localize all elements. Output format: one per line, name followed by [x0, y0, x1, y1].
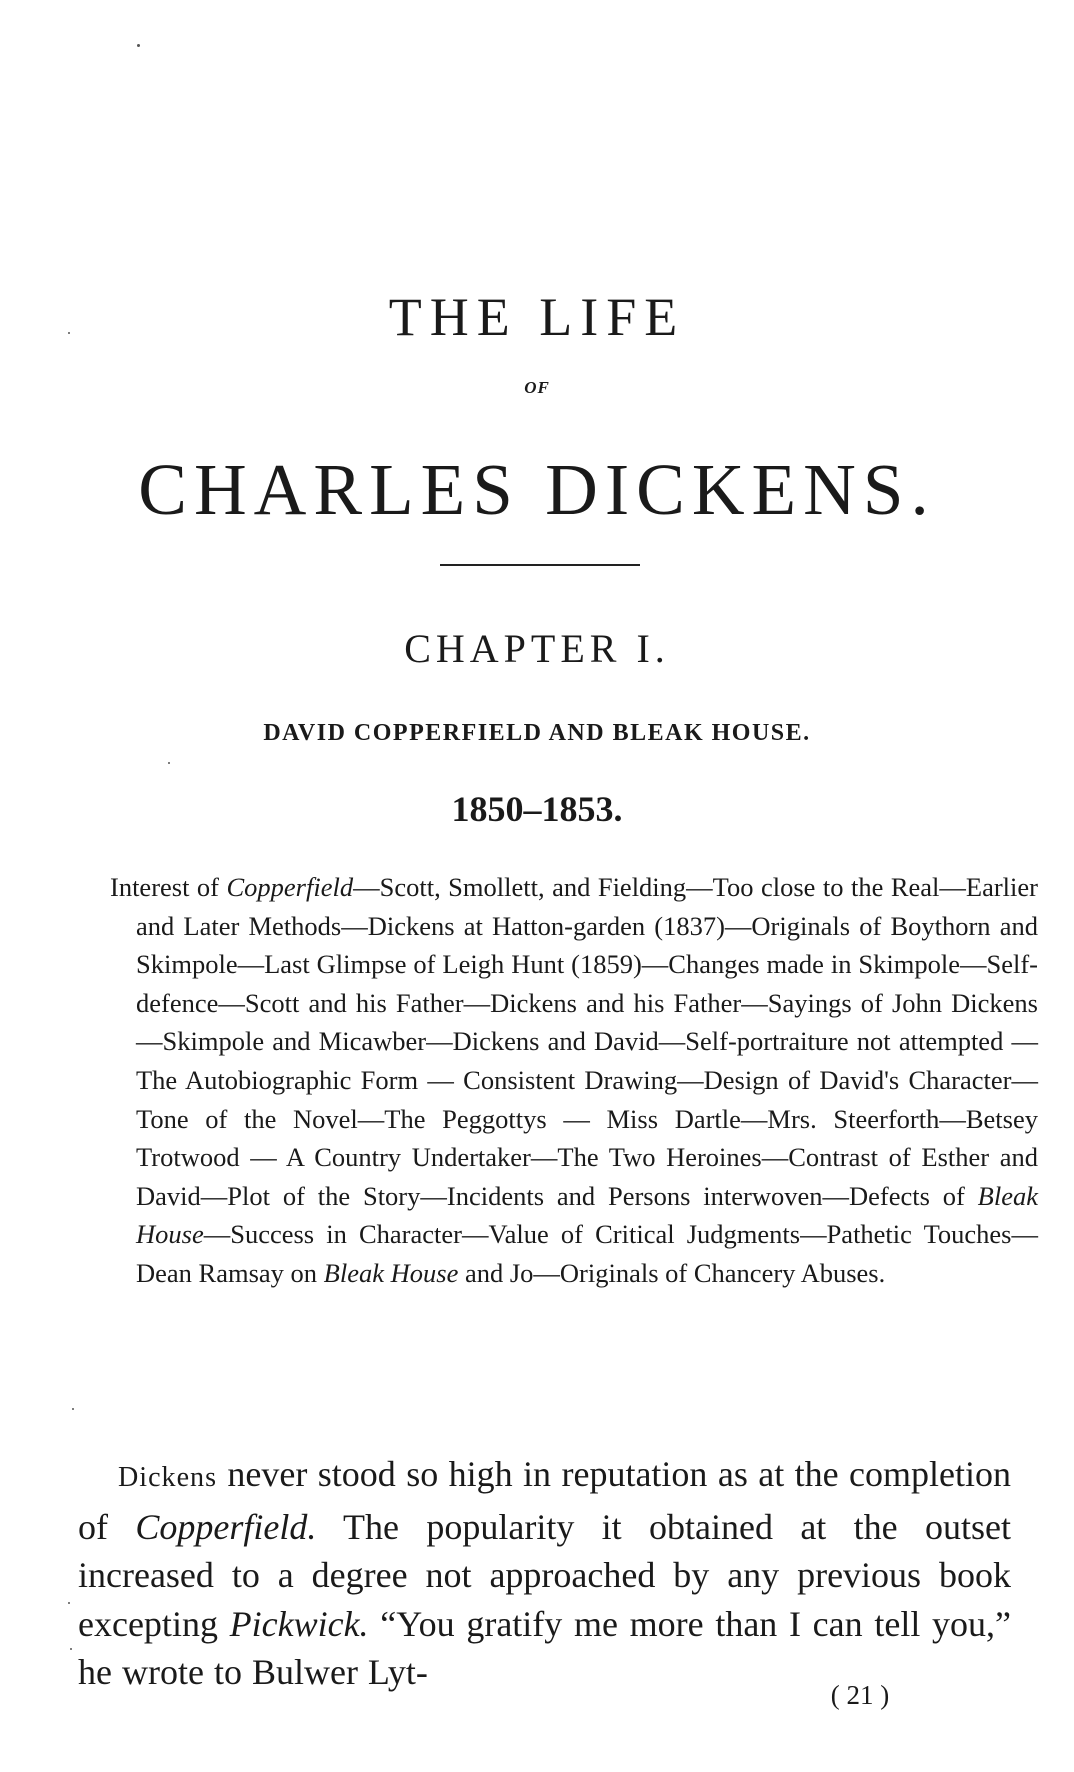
- synopsis-text: Interest of: [110, 872, 227, 902]
- synopsis-text: and Jo—Originals of Chancery Abuses.: [458, 1257, 886, 1288]
- synopsis-italic-title: Bleak House: [136, 1180, 1038, 1250]
- print-speck: [68, 1602, 70, 1604]
- title-of: OF: [524, 378, 550, 397]
- print-speck: [137, 44, 140, 47]
- synopsis-italic-title: Bleak House: [323, 1257, 459, 1288]
- title-charles-dickens: CHARLES DICKENS.: [138, 449, 936, 530]
- chapter-dates: 1850–1853.: [451, 789, 623, 829]
- synopsis-text: —Success in Character—Value of Critical Judgments—Pathetic Touches—Dean Ramsay on: [136, 1219, 1038, 1288]
- chapter-subtitle: DAVID COPPERFIELD AND BLEAK HOUSE.: [263, 720, 811, 746]
- chapter-heading: CHAPTER I.: [404, 626, 670, 671]
- body-text: “You gratify me more than I can tell you,” he wrote to Bulwer Lyt-: [78, 1603, 1011, 1692]
- body-paragraph: [78, 1450, 1011, 1697]
- title-the-life: THE LIFE: [388, 287, 686, 347]
- page-number: ( 21 ): [830, 1680, 890, 1710]
- print-speck: [72, 1408, 74, 1410]
- body-italic-title: Copperfield.: [135, 1506, 317, 1547]
- body-text: The popularity it obtained at the outset increased to a degree not approached by any previous book excepting: [78, 1506, 1011, 1644]
- body-lead-word: Dickens: [118, 1462, 218, 1493]
- print-speck: [168, 762, 170, 764]
- chapter-synopsis: [110, 868, 1038, 1293]
- body-text: never stood so high in reputation as at the completion of: [78, 1454, 1011, 1547]
- title-rule: [440, 564, 640, 566]
- body-italic-title: Pickwick.: [229, 1603, 369, 1644]
- print-speck: [70, 1648, 72, 1650]
- synopsis-text: —Scott, Smollett, and Fielding—Too close to the Real—Earlier and Later Methods—Dickens at Hatton-garden (1837)—Originals of Boythorn and Skimpole—Last Glimpse of Leigh Hunt (1859)—Changes made in Skimpole—Self-defence—Scott and his Father—Dickens and his Father—Sayings of John Dickens—Skimpole and Micawber—Dickens and David—Self-portraiture not attempted — The Autobiographic Form — Consistent Drawing—Design of David's Character—Tone of the Novel—The Peggottys — Miss Dartle—Mrs. Steerforth—Betsey Trotwood — A Country Undertaker—The Two Heroines—Contrast of Esther and David—Plot of the Story—Incidents and Persons interwoven—Defects of: [136, 872, 1038, 1211]
- synopsis-italic-title: Copperfield: [226, 872, 354, 902]
